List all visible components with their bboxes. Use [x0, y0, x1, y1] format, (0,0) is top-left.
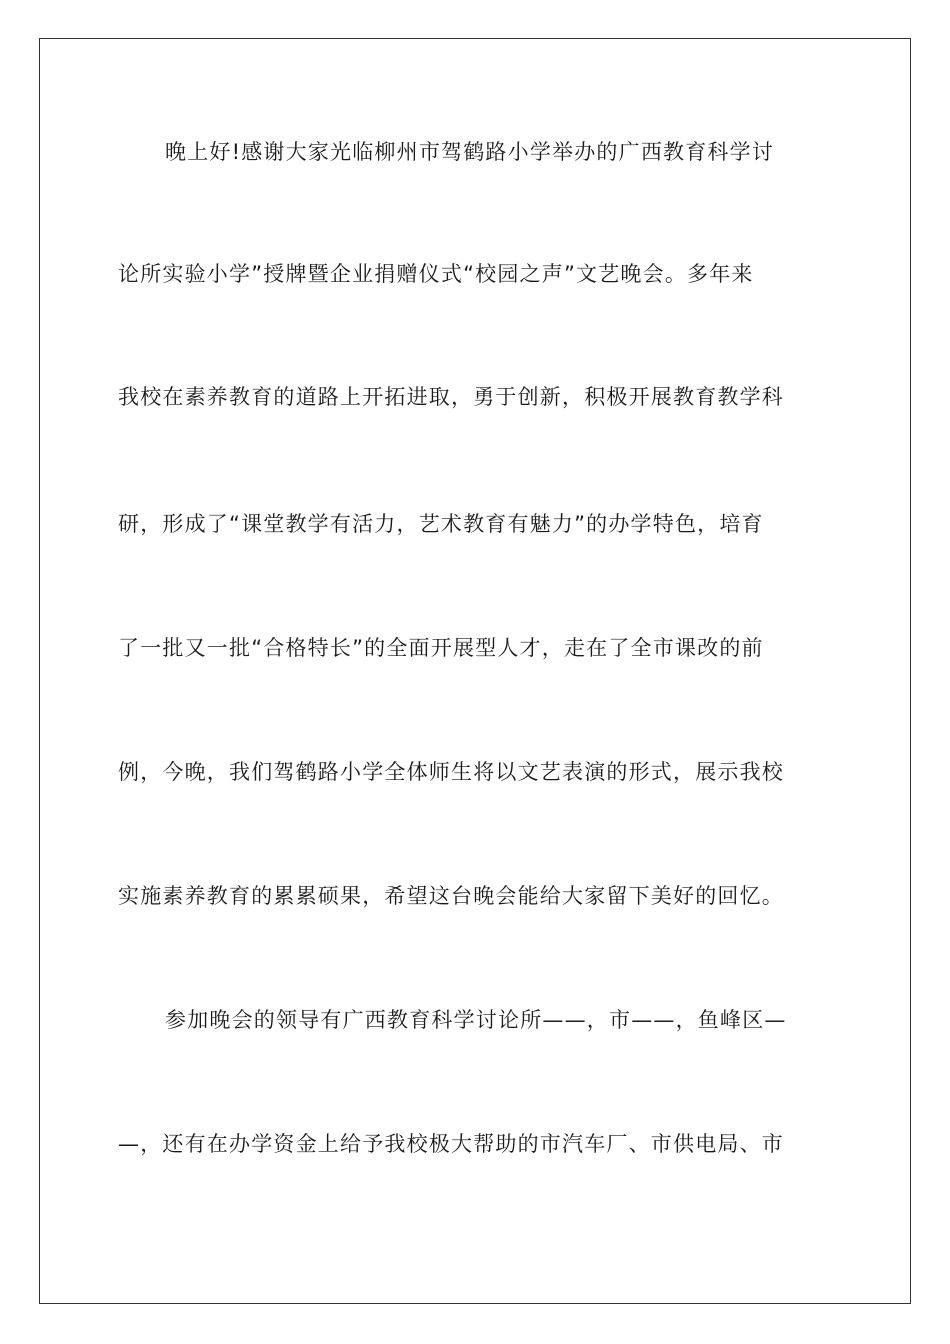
page-frame	[39, 38, 911, 1304]
paragraph-2-line-1: 参加晚会的领导有广西教育科学讨论所——，市——，鱼峰区—	[165, 1008, 787, 1032]
paragraph-1-line-5: 了一批又一批“合格特长”的全面开展型人才，走在了全市课改的前	[118, 636, 764, 660]
paragraph-1-line-1: 晚上好!感谢大家光临柳州市驾鹤路小学举办的广西教育科学讨	[165, 140, 775, 164]
paragraph-2-line-2: —，还有在办学资金上给予我校极大帮助的市汽车厂、市供电局、市	[118, 1132, 784, 1156]
paragraph-1-line-7: 实施素养教育的累累硕果，希望这台晚会能给大家留下美好的回忆。	[118, 884, 784, 908]
paragraph-1-line-3: 我校在素养教育的道路上开拓进取，勇于创新，积极开展教育教学科	[118, 385, 784, 409]
paragraph-1-line-4: 研，形成了“课堂教学有活力，艺术教育有魅力”的办学特色，培育	[118, 512, 764, 536]
paragraph-1-line-2: 论所实验小学”授牌暨企业捐赠仪式“校园之声”文艺晚会。多年来	[118, 262, 754, 286]
paragraph-1-line-6: 例，今晚，我们驾鹤路小学全体师生将以文艺表演的形式，展示我校	[118, 760, 784, 784]
